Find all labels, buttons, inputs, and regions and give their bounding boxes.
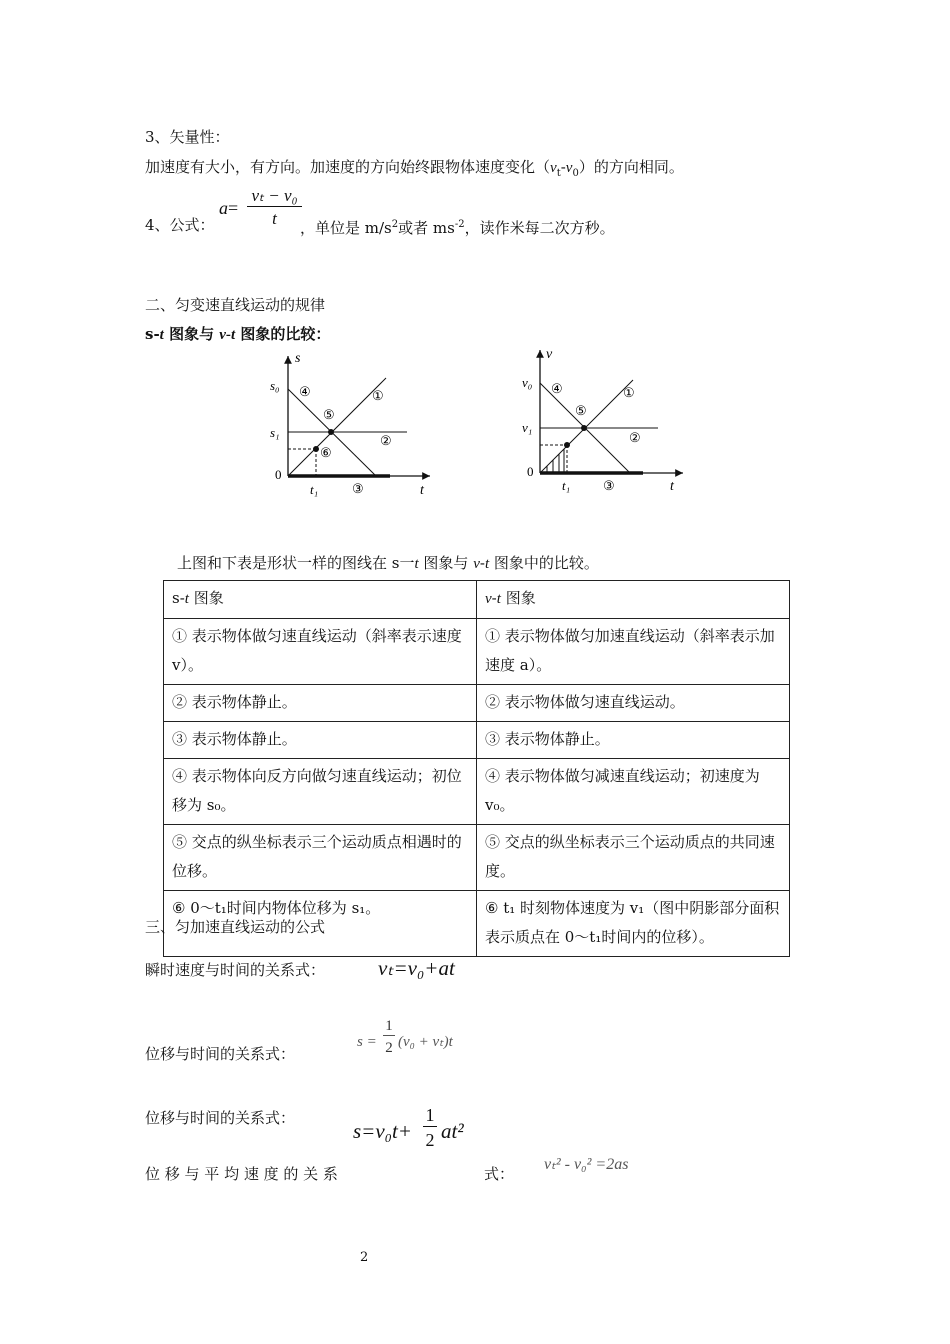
section-two-title: 二、匀变速直线运动的规律 bbox=[145, 296, 326, 314]
table-cell-vt: ① 表示物体做匀加速直线运动（斜率表示加速度 a）。 bbox=[477, 619, 790, 685]
formula1-label: 瞬时速度与时间的关系式： bbox=[145, 961, 326, 979]
st-t1: t₁ bbox=[310, 482, 319, 497]
formula4: vₜ² - v₀² =2as bbox=[544, 1156, 629, 1173]
table-cell-st: ③ 表示物体静止。 bbox=[164, 722, 477, 759]
vt-label-3: ③ bbox=[603, 478, 615, 493]
table-cell-st: ⑤ 交点的纵坐标表示三个运动质点相遇时的位移。 bbox=[164, 825, 477, 891]
vt-label-5: ⑤ bbox=[575, 403, 587, 418]
formula2-label: 位移与时间的关系式： bbox=[145, 1045, 296, 1063]
table-row bbox=[164, 825, 790, 891]
vt-v0: v₀ bbox=[522, 375, 533, 390]
vector-title: 3、矢量性： bbox=[145, 128, 230, 146]
table-row bbox=[164, 685, 790, 722]
formula-lhs: a= bbox=[219, 198, 239, 218]
formula2-rhs: (v₀ + vₜ)t bbox=[398, 1034, 453, 1050]
page-number: 2 bbox=[360, 1250, 369, 1265]
st-label-2: ② bbox=[380, 433, 392, 448]
vt-point bbox=[564, 442, 570, 448]
st-label-4: ④ bbox=[299, 384, 311, 399]
st-y-label: s bbox=[295, 351, 301, 366]
table-cell-st: ① 表示物体做匀速直线运动（斜率表示速度 v）。 bbox=[164, 619, 477, 685]
vt-y-label: v bbox=[546, 347, 553, 362]
table-cell-vt: ④ 表示物体做匀减速直线运动；初速度为 v₀。 bbox=[477, 759, 790, 825]
formula3-label: 位移与时间的关系式： bbox=[145, 1109, 296, 1127]
vt-x-label: t bbox=[670, 479, 674, 494]
formula-unit: ，单位是 $m/s^2$或者 $ms^{-2}$，读作米每二次方秒。 bbox=[300, 219, 615, 237]
formula4-label-end: 式： bbox=[484, 1165, 515, 1183]
table-row bbox=[164, 722, 790, 759]
formula2-num: 1 bbox=[383, 1018, 395, 1036]
table-cell-st: ⑥ 0～t₁时间内物体位移为 s₁。 bbox=[164, 891, 477, 957]
vt-label-2: ② bbox=[629, 430, 641, 445]
st-s0: s₀ bbox=[270, 378, 280, 393]
st-label-6: ⑥ bbox=[320, 445, 332, 460]
formula3-rhs: at² bbox=[441, 1119, 464, 1143]
st-s1: s₁ bbox=[270, 425, 280, 440]
formula4-label: 位 移 与 平 均 速 度 的 关 系 bbox=[145, 1165, 338, 1183]
formula3-num: 1 bbox=[423, 1105, 437, 1127]
st-label-1: ① bbox=[372, 388, 384, 403]
formula2-lhs: s = bbox=[357, 1034, 377, 1050]
formula3-lhs: s=v₀t+ bbox=[353, 1119, 412, 1143]
table-cell-st: ② 表示物体静止。 bbox=[164, 685, 477, 722]
st-label-5: ⑤ bbox=[323, 407, 335, 422]
vector-paragraph: 加速度有大小，有方向。加速度的方向始终跟物体速度变化$(v_t-v_0)$的方向相同。 bbox=[145, 158, 684, 179]
table-cell-vt: ⑥ t₁ 时刻物体速度为 v₁（图中阴影部分面积表示质点在 0～t₁时间内的位移）。 bbox=[477, 891, 790, 957]
vt-v1: v₁ bbox=[522, 420, 533, 435]
formula2-den: 2 bbox=[385, 1040, 393, 1056]
comparison-intro: 上图和下表是形状一样的图线在 s一t 图象与 v-t 图象中的比较。 bbox=[177, 554, 599, 572]
table-cell-st: ④ 表示物体向反方向做匀速直线运动；初位移为 s₀。 bbox=[164, 759, 477, 825]
st-point-6 bbox=[313, 446, 319, 452]
formula-label: 4、公式： bbox=[145, 216, 215, 234]
table-row bbox=[164, 759, 790, 825]
section-three-title: 三、匀加速直线运动的公式 bbox=[145, 918, 326, 936]
table-cell-vt: ③ 表示物体静止。 bbox=[477, 722, 790, 759]
formula1: vₜ=v₀+at bbox=[378, 956, 455, 980]
vt-label-4: ④ bbox=[551, 381, 563, 396]
formula-numerator: vₜ − v₀ bbox=[247, 186, 302, 207]
formula3-den: 2 bbox=[425, 1130, 435, 1150]
vt-graph bbox=[513, 342, 693, 494]
table-header-row bbox=[164, 581, 790, 619]
st-label-3: ③ bbox=[352, 481, 364, 496]
formula-denominator: t bbox=[272, 209, 277, 228]
vt-origin: 0 bbox=[527, 464, 534, 479]
vt-intersection-point bbox=[581, 425, 587, 431]
st-x-label: t bbox=[420, 483, 424, 498]
vt-shaded-area bbox=[547, 449, 564, 473]
table-row bbox=[164, 619, 790, 685]
comparison-table bbox=[163, 580, 790, 957]
st-origin: 0 bbox=[275, 467, 282, 482]
table-header-vt: v-t 图象 bbox=[477, 581, 790, 619]
vt-t1: t₁ bbox=[562, 478, 571, 493]
table-cell-vt: ⑤ 交点的纵坐标表示三个运动质点的共同速度。 bbox=[477, 825, 790, 891]
section-two-subtitle: s-t 图象与 v-t 图象的比较： bbox=[145, 325, 331, 343]
table-cell-vt: ② 表示物体做匀速直线运动。 bbox=[477, 685, 790, 722]
table-header-st: s-t 图象 bbox=[164, 581, 477, 619]
st-intersection-point bbox=[328, 429, 334, 435]
vt-label-1: ① bbox=[623, 385, 635, 400]
st-graph bbox=[262, 346, 442, 498]
